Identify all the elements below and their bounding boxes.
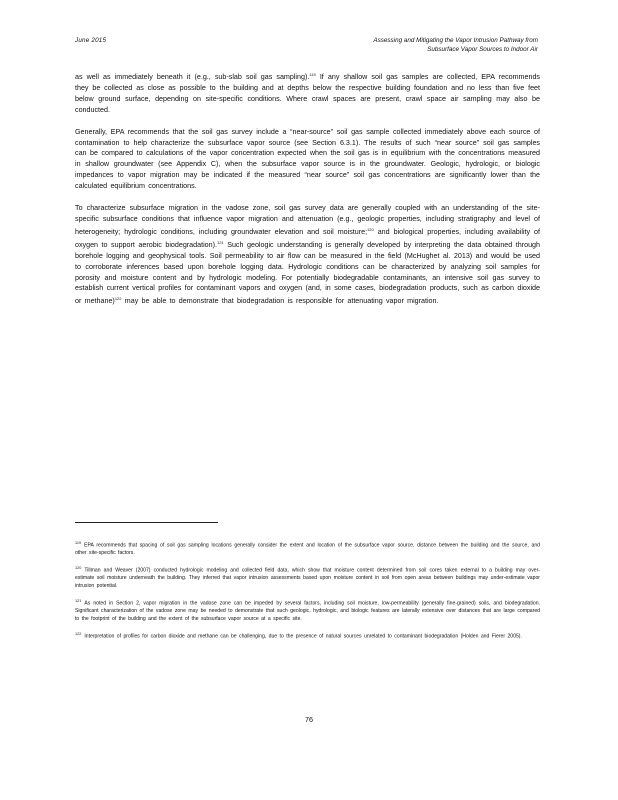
- paragraph-sampling-locations: [75, 70, 540, 116]
- footnote-120: [75, 565, 540, 590]
- footnote-ref-119[interactable]: 119: [309, 72, 316, 77]
- running-header-date: June 2015: [75, 37, 107, 44]
- footnote-ref-121[interactable]: 121: [216, 239, 224, 245]
- footnote-number: 120: [75, 566, 82, 571]
- running-header-title-line1: Assessing and Mitigating the Vapor Intrusion Pathway from: [373, 37, 538, 44]
- paragraph-text-continued: If any shallow soil gas samples are collected, EPA recommends they be collected as close as possible to the building and at depths below the respective building foundation and no less than five feet below ground surface, depending on site-specific conditions. Where crawl spaces are present, crawl space air sampling may also be conducted.: [75, 73, 540, 114]
- paragraph-text-continued: may be able to demonstrate that biodegradation is responsible for attenuating vapor migration.: [121, 297, 439, 306]
- footnote-number: 121: [75, 598, 82, 603]
- footnote-ref-122[interactable]: 122: [114, 296, 122, 302]
- footnote-text: EPA recommends that spacing of soil gas sampling locations generally consider the extent and location of the subsurface vapor source, distance between the building and the source, and other site-specific factors.: [75, 542, 540, 557]
- footnote-number: 122: [75, 631, 82, 636]
- footnote-text: As noted in Section 2, vapor migration in the vadose zone can be impeded by several factors, including soil moisture, low-permeability (generally fine-grained) soils, and biodegradation. Significant characterization of the vadose zone may be needed to demonstrate that such geologic, hydrologic, and biologic features are laterally extensive over distances that are large compared to the footprint of the building and the extent of the subsurface vapor source at a specific site.: [75, 600, 540, 622]
- footnote-122: [75, 631, 540, 641]
- paragraph-text: as well as immediately beneath it (e.g., sub-slab soil gas sampling).: [75, 73, 310, 81]
- paragraph-text: To characterize subsurface migration in the vadose zone, soil gas survey data are generally coupled with an understanding of the site-specific subsurface conditions that influence vapor migration and attenuation (e.g., geologic properties, including stratigraphy and level of heterogeneity; hydrologic conditions, including groundwater elevation and soil moisture;: [75, 204, 540, 236]
- paragraph-text-continued: and biological properties, including availability of oxygen to support aerobic biodegradation).: [75, 227, 540, 249]
- footnote-119: [75, 540, 540, 558]
- footnote-separator: [75, 522, 218, 523]
- body-text: [75, 70, 540, 318]
- paragraph-text-continued: Such geologic understanding is generally developed by interpreting the data obtained through borehole logging and geophysical tools. Soil permeability to air flow can be measured in the field (McHughet al. 2013) and would be used to corroborate inferences based upon borehole logging data. Hydrologic conditions can be characterized by analyzing soil samples for porosity and moisture content and by hydrologic modeling. For potentially biodegradable contaminants, an intensive soil gas survey to establish current vertical profiles for contaminant vapors and oxygen (and, in some cases, biodegradation products, such as carbon dioxide or methane): [75, 240, 540, 306]
- paragraph-subsurface-migration: [75, 203, 540, 307]
- running-header-title: [278, 37, 538, 54]
- page-number: 76: [305, 715, 313, 724]
- footnote-number: 119: [75, 541, 82, 545]
- running-header-title-line2: Subsurface Vapor Sources to Indoor Air: [427, 45, 538, 53]
- footnote-121: [75, 598, 540, 623]
- footnote-ref-120[interactable]: 120: [367, 226, 374, 232]
- footnotes: [75, 540, 540, 648]
- paragraph-near-source-samples: [75, 127, 540, 192]
- footnote-text: Interpretation of profiles for carbon dioxide and methane can be challenging, due to the presence of natural sources unrelated to contaminant biodegradation (Holden and Fierer 2005).: [84, 633, 522, 640]
- footnote-text: Tillman and Weaver (2007) conducted hydrologic modeling and collected field data, which show that moisture content determined from soil cores taken external to a building may over-estimate soil moisture underneath the building. They inferred that vapor intrusion assessments based upon moisture content in soil from open areas between buildings may under-estimate vapor intrusion potential.: [75, 567, 540, 589]
- paragraph-text: Generally, EPA recommends that the soil gas survey include a “near-source” soil gas sample collected immediately above each source of contamination to help characterize the subsurface vapor source (see Section 6.3.1). The results of such “near source” soil gas samples can be compared to calculations of the vapor concentration expected when the soil gas is in equilibrium with the concentrations measured in shallow groundwater (see Appendix C), when the subsurface vapor source is in the groundwater. Geologic, hydrologic, or biologic impedances to vapor migration may be indicated if the measured “near source” soil gas concentrations are significantly lower than the calculated equilibrium concentrations.: [75, 127, 540, 191]
